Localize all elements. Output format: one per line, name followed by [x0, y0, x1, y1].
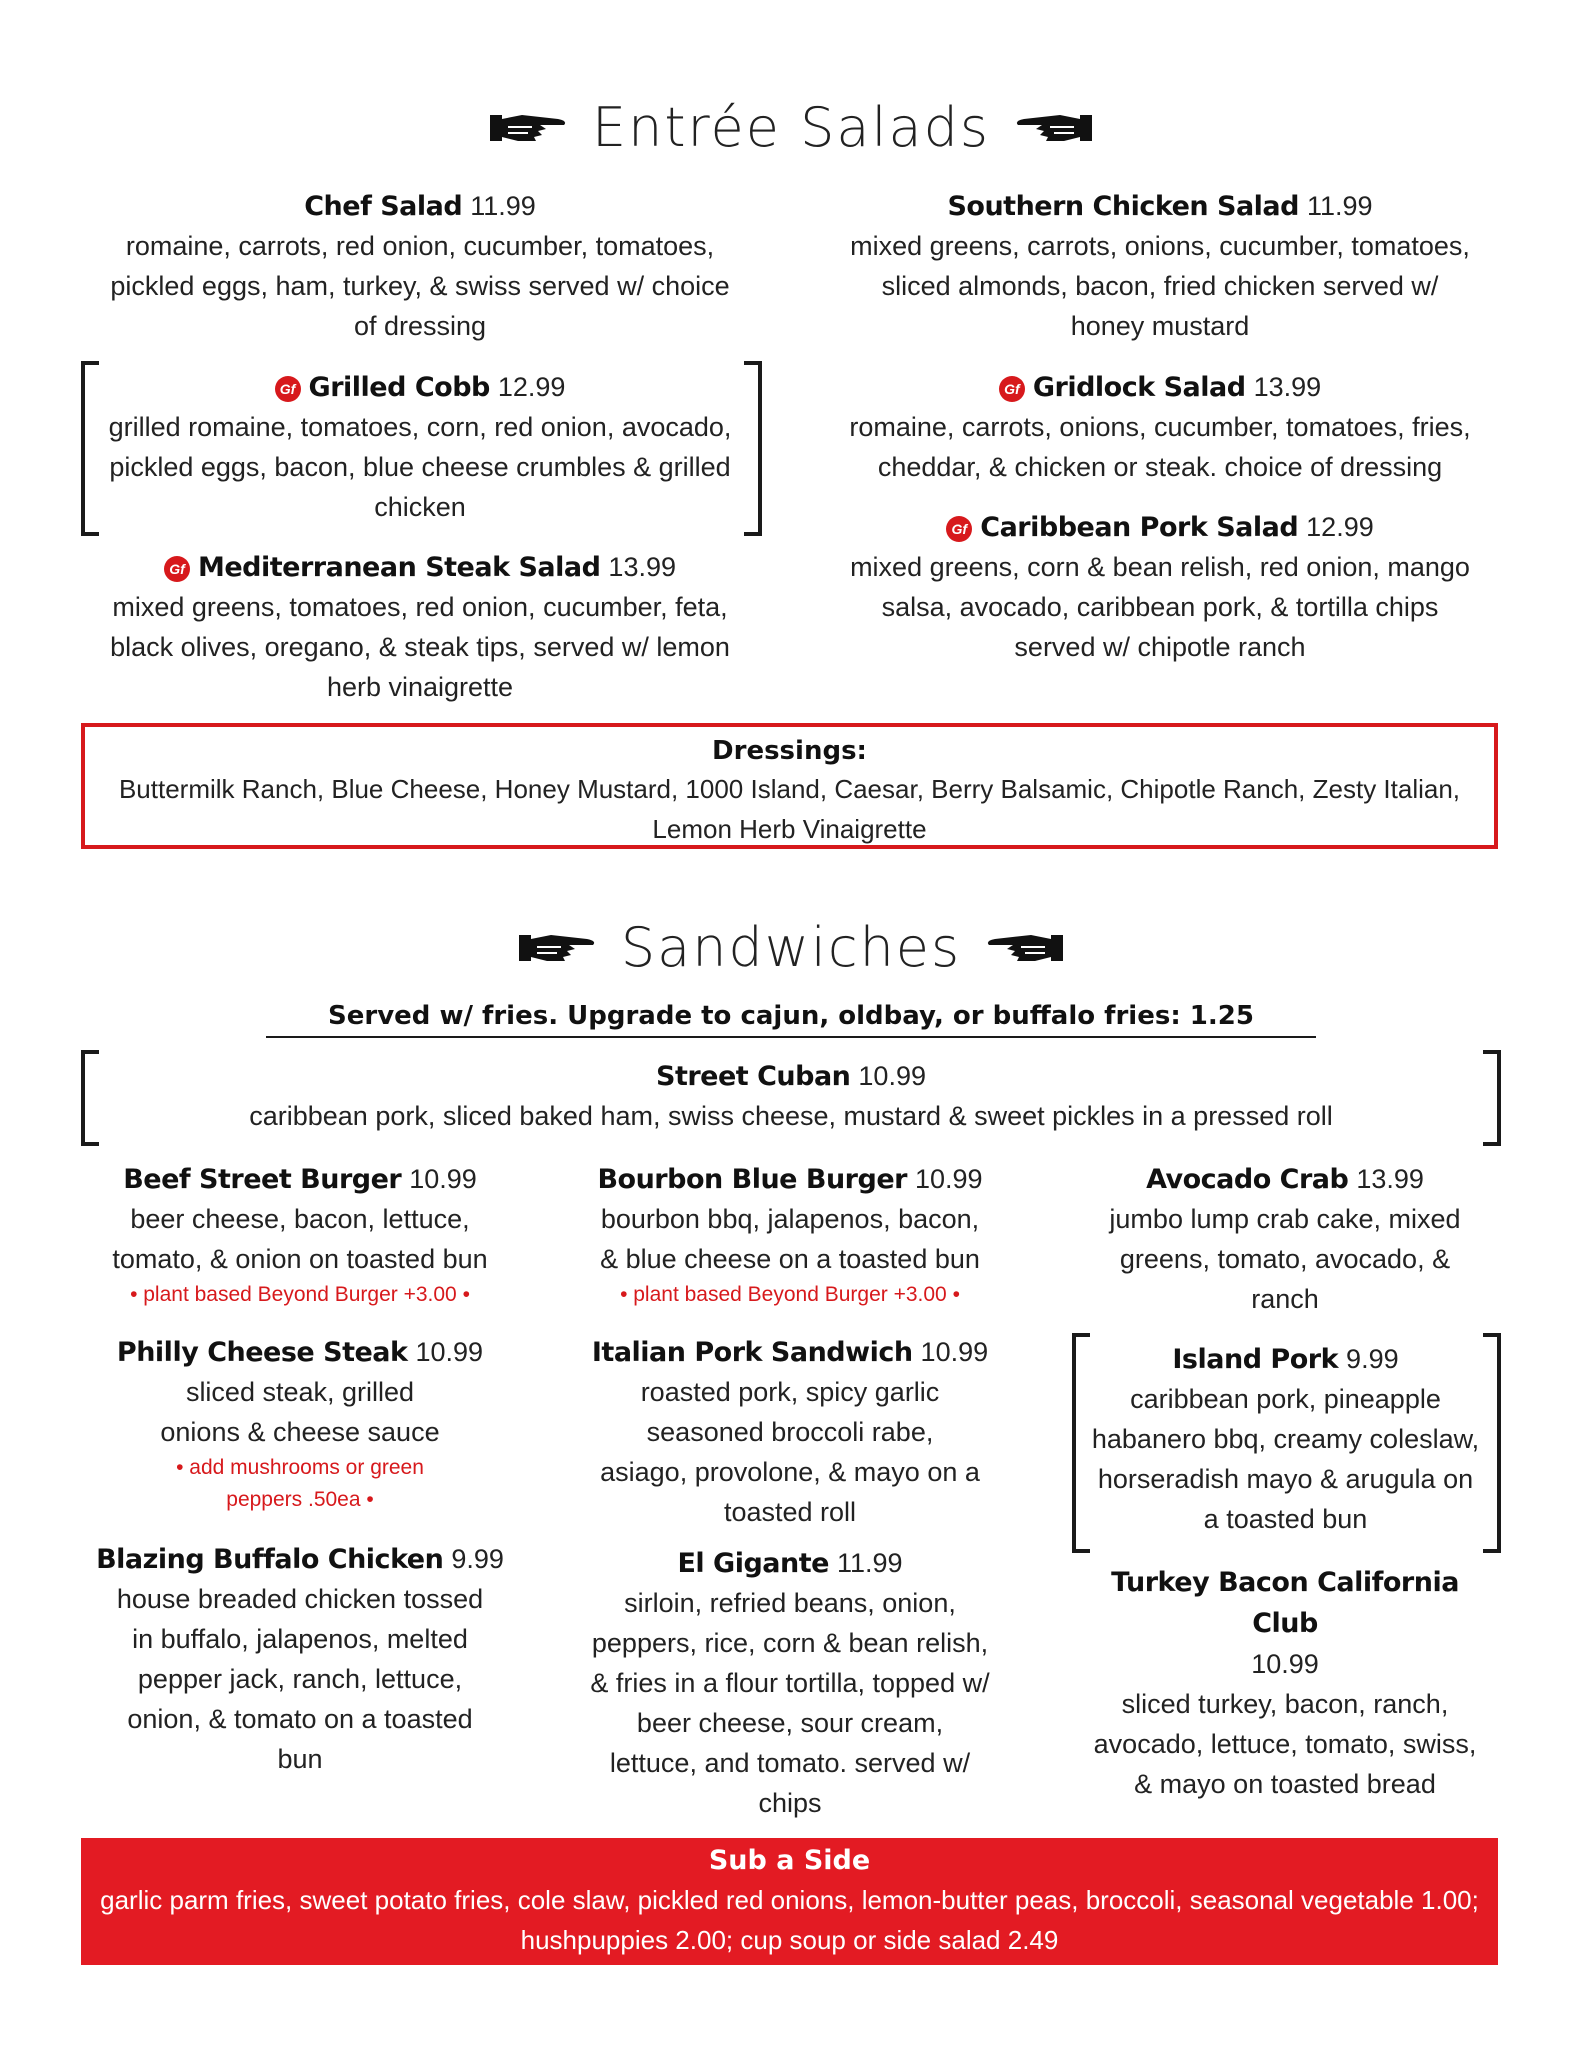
- item-add-on-note: • plant based Beyond Burger +3.00 •: [620, 1283, 960, 1306]
- item-description: sirloin, refried beans, onion, peppers, rice, corn & bean relish, & fries in a flour tortilla, topped w/ beer cheese, sour cream, lettuce, and tomato. served w/ chips: [590, 1588, 990, 1818]
- item-price: 10.99: [1251, 1649, 1319, 1679]
- item-name: Avocado Crab: [1146, 1164, 1349, 1195]
- menu-item-mediterranean-steak-salad: [105, 548, 735, 707]
- menu-item-southern-chicken-salad: [845, 187, 1475, 346]
- item-description: caribbean pork, sliced baked ham, swiss cheese, mustard & sweet pickles in a pressed roll: [249, 1101, 1333, 1131]
- item-description: mixed greens, tomatoes, red onion, cucumber, feta, black olives, oregano, & steak tips, served w/ lemon herb vinaigrette: [110, 592, 730, 702]
- item-price: 13.99: [608, 552, 676, 582]
- menu-item-philly-cheese-steak: [100, 1333, 500, 1516]
- menu-item-gridlock-salad: [845, 368, 1475, 487]
- sub-a-side-title: Sub a Side: [708, 1845, 871, 1876]
- menu-item-island-pork: [1088, 1340, 1483, 1539]
- menu-item-turkey-bacon-california-club: [1085, 1562, 1485, 1804]
- item-name: Turkey Bacon California Club: [1111, 1567, 1459, 1639]
- item-add-on-note: • add mushrooms or green peppers .50ea •: [176, 1456, 424, 1511]
- item-name: Mediterranean Steak Salad: [198, 552, 601, 583]
- pointing-hand-right-icon: [488, 107, 570, 147]
- pointing-hand-right-icon: [517, 927, 599, 967]
- item-price: 13.99: [1356, 1164, 1424, 1194]
- bracket-right: [1483, 1333, 1501, 1553]
- item-price: 13.99: [1253, 372, 1322, 402]
- gluten-free-icon: Gf: [946, 516, 972, 542]
- item-name: Philly Cheese Steak: [116, 1337, 408, 1368]
- item-price: 12.99: [1306, 512, 1374, 542]
- item-name: Beef Street Burger: [123, 1164, 402, 1195]
- item-description: bourbon bbq, jalapenos, bacon, & blue cheese on a toasted bun: [600, 1204, 980, 1274]
- item-name: Island Pork: [1172, 1344, 1339, 1375]
- sandwiches-title: Sandwiches: [620, 915, 962, 979]
- item-name: Caribbean Pork Salad: [980, 512, 1299, 543]
- item-description: caribbean pork, pineapple habanero bbq, creamy coleslaw, horseradish mayo & arugula on a toasted bun: [1091, 1384, 1480, 1534]
- item-price: 12.99: [497, 372, 566, 402]
- dressings-box: [81, 723, 1498, 849]
- item-add-on-note: • plant based Beyond Burger +3.00 •: [130, 1283, 470, 1306]
- menu-item-caribbean-pork-salad: [845, 508, 1475, 667]
- gluten-free-icon: Gf: [999, 376, 1025, 402]
- item-description: grilled romaine, tomatoes, corn, red onion, avocado, pickled eggs, bacon, blue cheese crumbles & grilled chicken: [108, 412, 732, 522]
- dressings-list: Buttermilk Ranch, Blue Cheese, Honey Mustard, 1000 Island, Caesar, Berry Balsamic, Chipotle Ranch, Zesty Italian, Lemon Herb Vinaigrette: [118, 774, 1461, 844]
- menu-item-street-cuban: [200, 1057, 1382, 1136]
- item-name: El Gigante: [677, 1548, 829, 1579]
- item-price: 10.99: [920, 1337, 989, 1367]
- served-with-fries-note: Served w/ fries. Upgrade to cajun, oldbay, or buffalo fries: 1.25: [266, 996, 1316, 1038]
- gluten-free-icon: Gf: [164, 556, 190, 582]
- item-price: 10.99: [415, 1337, 484, 1367]
- item-description: mixed greens, corn & bean relish, red onion, mango salsa, avocado, caribbean pork, & tortilla chips served w/ chipotle ranch: [850, 552, 1470, 662]
- item-price: 10.99: [858, 1061, 926, 1091]
- sub-a-side-options: garlic parm fries, sweet potato fries, cole slaw, pickled red onions, lemon-butter peas, broccoli, seasonal vegetable 1.00; hushpuppies 2.00; cup soup or side salad 2.49: [100, 1885, 1479, 1955]
- menu-item-beef-street-burger: [95, 1160, 505, 1311]
- item-price: 11.99: [836, 1548, 903, 1578]
- bracket-left: [81, 361, 99, 536]
- item-name: Blazing Buffalo Chicken: [96, 1544, 444, 1575]
- menu-item-el-gigante: [590, 1544, 990, 1823]
- menu-item-blazing-buffalo-chicken: [95, 1540, 505, 1779]
- dressings-title: Dressings:: [712, 736, 867, 766]
- item-name: Street Cuban: [656, 1061, 851, 1092]
- item-description: house breaded chicken tossed in buffalo, jalapenos, melted pepper jack, ranch, lettuce, onion, & tomato on a toasted bun: [116, 1584, 484, 1774]
- item-name: Gridlock Salad: [1032, 372, 1246, 403]
- salads-title-row: [0, 92, 1582, 162]
- gluten-free-icon: Gf: [275, 376, 301, 402]
- item-description: romaine, carrots, onions, cucumber, tomatoes, fries, cheddar, & chicken or steak. choice of dressing: [849, 412, 1471, 482]
- item-description: sliced steak, grilled onions & cheese sauce: [160, 1377, 440, 1447]
- item-name: Bourbon Blue Burger: [597, 1164, 907, 1195]
- item-price: 9.99: [451, 1544, 504, 1574]
- item-name: Chef Salad: [304, 191, 463, 222]
- item-name: Grilled Cobb: [308, 372, 490, 403]
- item-description: sliced turkey, bacon, ranch, avocado, lettuce, tomato, swiss, & mayo on toasted bread: [1093, 1689, 1477, 1799]
- menu-item-avocado-crab: [1085, 1160, 1485, 1319]
- item-price: 10.99: [409, 1164, 477, 1194]
- menu-item-bourbon-blue-burger: [590, 1160, 990, 1311]
- item-price: 11.99: [470, 191, 536, 221]
- item-description: mixed greens, carrots, onions, cucumber, tomatoes, sliced almonds, bacon, fried chicken served w/ honey mustard: [850, 231, 1470, 341]
- pointing-hand-left-icon: [1012, 107, 1094, 147]
- item-price: 11.99: [1306, 191, 1373, 221]
- item-description: jumbo lump crab cake, mixed greens, tomato, avocado, & ranch: [1109, 1204, 1461, 1314]
- sandwiches-title-row: [0, 912, 1582, 982]
- bracket-left: [81, 1050, 99, 1146]
- menu-item-chef-salad: [110, 187, 730, 346]
- sub-a-side-banner: [81, 1838, 1498, 1965]
- item-name: Italian Pork Sandwich: [591, 1337, 913, 1368]
- item-price: 10.99: [914, 1164, 983, 1194]
- item-description: beer cheese, bacon, lettuce, tomato, & onion on toasted bun: [112, 1204, 488, 1274]
- pointing-hand-left-icon: [983, 927, 1065, 967]
- item-name: Southern Chicken Salad: [947, 191, 1299, 222]
- menu-item-grilled-cobb: [105, 368, 735, 527]
- bracket-right: [1483, 1050, 1501, 1146]
- bracket-right: [744, 361, 762, 536]
- salads-title: Entrée Salads: [591, 95, 990, 159]
- item-price: 9.99: [1346, 1344, 1399, 1374]
- item-description: romaine, carrots, red onion, cucumber, tomatoes, pickled eggs, ham, turkey, & swiss served w/ choice of dressing: [110, 231, 730, 341]
- item-description: roasted pork, spicy garlic seasoned broccoli rabe, asiago, provolone, & mayo on a toasted roll: [600, 1377, 980, 1527]
- menu-item-italian-pork-sandwich: [590, 1333, 990, 1532]
